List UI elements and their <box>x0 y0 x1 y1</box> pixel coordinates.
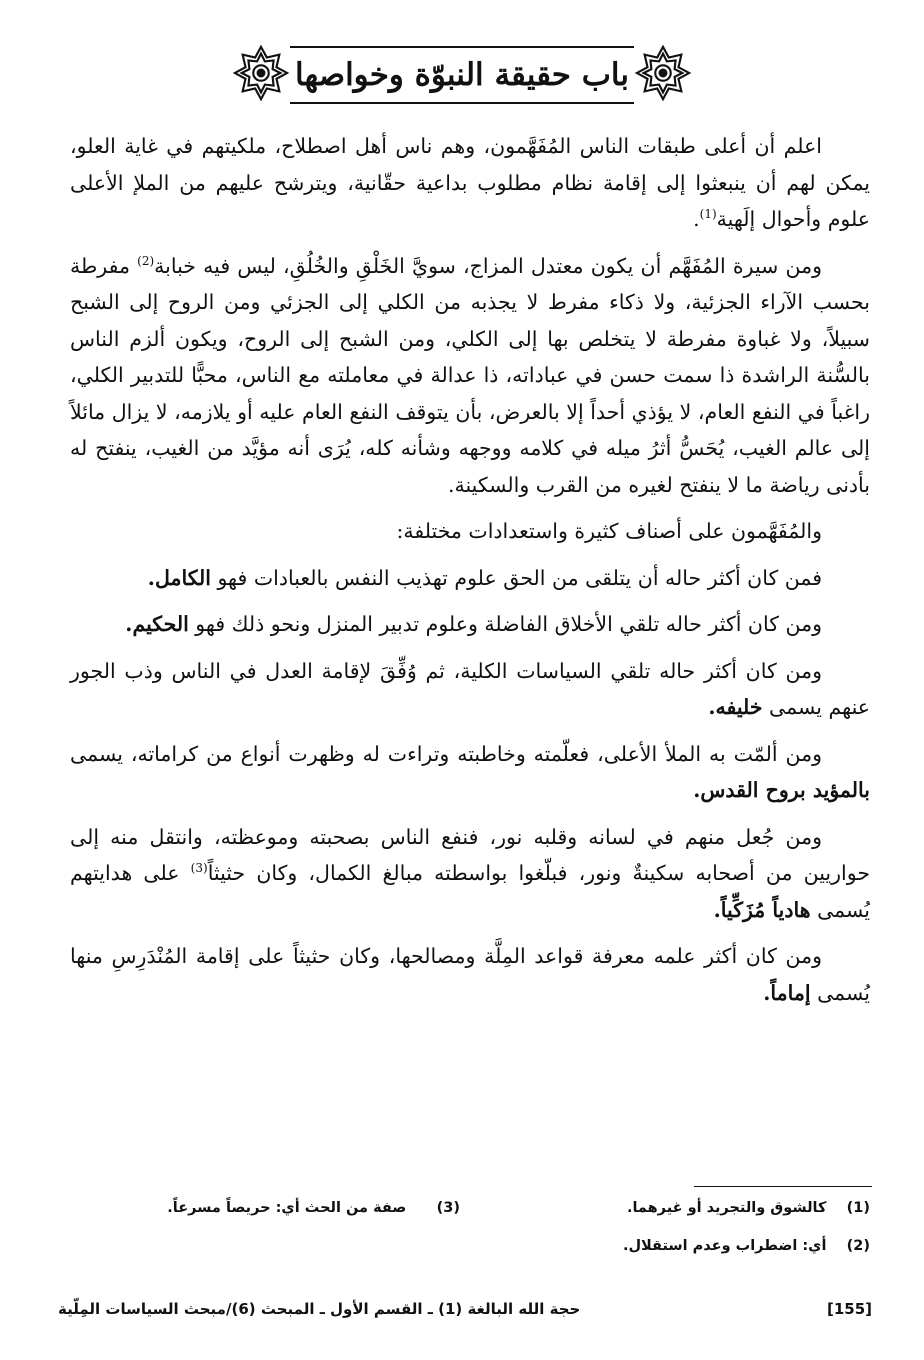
page-number: [155] <box>826 1300 872 1318</box>
paragraph: اعلم أن أعلى طبقات الناس المُفَهَّمون، وهم ناس أهل اصطلاح، ملكيتهم في غاية العلو، يمكن لهم أن ينبعثوا إلى إقامة نظام مطلوب بداعية حقّانية، ويترشح عليهم من الملإ الأعلى علوم وأحوال إلَهية$^{(1)}$. <box>70 134 870 231</box>
footnote-text: كالشوق والتجريد أو غيرهما. <box>626 1200 827 1216</box>
footnote-number: (3) <box>436 1200 460 1216</box>
paragraph: ومن جُعل منهم في لسانه وقلبه نور، فنفع الناس بصحبته وموعظته، وانتقل منه إلى حواريين من أصحابه سكينةٌ ونور، فبلّغوا بواسطته مبالغ الكمال، وكان حثيثاً$^{(3)}$ على هدايتهم يُسمى هادياً مُزَكِّياً. <box>70 824 870 922</box>
footnote-2 <box>623 1238 870 1254</box>
term-bold: خليفه <box>715 695 763 719</box>
footnote-ref[interactable]: (3) <box>190 861 208 876</box>
footnote-text: أي: اضطراب وعدم استقلال. <box>622 1238 827 1254</box>
body-text <box>70 128 870 1021</box>
term-bold: الكامل <box>154 565 211 590</box>
term-bold: بالمؤيد بروح القدس <box>700 778 870 802</box>
paragraph: والمُفَهَّمون على أصناف كثيرة واستعدادات مختلفة: <box>396 519 822 543</box>
star-ornament-icon <box>232 44 290 102</box>
chapter-heading <box>0 38 924 108</box>
paragraph: ومن ألمّت به الملأ الأعلى، فعلّمته وخاطبته وتراءت له وظهرت أنواع من كراماته، يسمى بالمؤيد بروح القدس. <box>70 741 870 802</box>
term-bold: هادياً مُزَكِّياً <box>720 897 811 922</box>
footnote-number: (1) <box>846 1200 870 1216</box>
star-ornament-icon <box>634 44 692 102</box>
paragraph: فمن كان أكثر حاله أن يتلقى من الحق علوم تهذيب النفس بالعبادات فهو الكامل. <box>147 565 822 590</box>
term-bold: إماماً <box>770 980 811 1005</box>
footnote-number: (2) <box>846 1238 870 1254</box>
page-footer <box>58 1300 872 1318</box>
term-bold: الحكيم <box>132 612 189 636</box>
paragraph: ومن كان أكثر علمه معرفة قواعد المِلَّة ومصالحها، وكان حثيثاً على إقامة المُنْدَرِسِ منها يُسمى إماماً. <box>70 944 870 1005</box>
running-title: حجة الله البالغة (1) ـ القسم الأول ـ المبحث (6)/مبحث السياسات المِلّية <box>58 1300 581 1318</box>
paragraph: ومن سيرة المُفَهَّم أن يكون معتدل المزاج، سويَّ الخَلْقِ والخُلُقِ، ليس فيه خبابة$^{(2)}$ مفرطة بحسب الآراء الجزئية، ولا ذكاء مفرط لا يجذبه من الكلي إلى الجزئي ومن الروح إلى الشبح سبيلاً، ولا غباوة مفرطة لا يتخلص بها إلى الكلي، ومن الشبح إلى الروح، ويكون ألزم الناس بالسُّنة الراشدة ذا سمت حسن في عباداته، ذا عدالة في معاملته مع الناس، محبًّا للتدبير الكلي، راغباً في النفع العام، لا يؤذي أحداً إلا بالعرض، بأن يتوقف النفع العام عليه أو يلازمه، لا يزال مائلاً إلى عالم الغيب، يُحَسُّ أثرُ ميله في كلامه ووجهه وشأنه كله، يُرَى أنه مؤيَّد من الغيب، ينفتح له بأدنى رياضة ما لا ينفتح لغيره من القرب والسكينة. <box>70 253 870 497</box>
chapter-title: باب حقيقة النبوّة وخواصها <box>290 46 634 104</box>
footnote-ref[interactable]: (2) <box>137 253 155 268</box>
footnote-1 <box>627 1200 870 1216</box>
footnote-3 <box>167 1200 460 1216</box>
paragraph: ومن كان أكثر حاله تلقي السياسات الكلية، ثم وُفِّقَ لإقامة العدل في الناس وذب الجور عنهم يسمى خليفه. <box>70 658 870 719</box>
footnote-separator <box>694 1186 872 1187</box>
footnote-ref[interactable]: (1) <box>699 207 717 222</box>
paragraph: ومن كان أكثر حاله تلقي الأخلاق الفاضلة وعلوم تدبير المنزل ونحو ذلك فهو الحكيم. <box>125 612 822 636</box>
footnote-text: صفة من الحث أي: حريصاً مسرعاً. <box>167 1200 407 1216</box>
